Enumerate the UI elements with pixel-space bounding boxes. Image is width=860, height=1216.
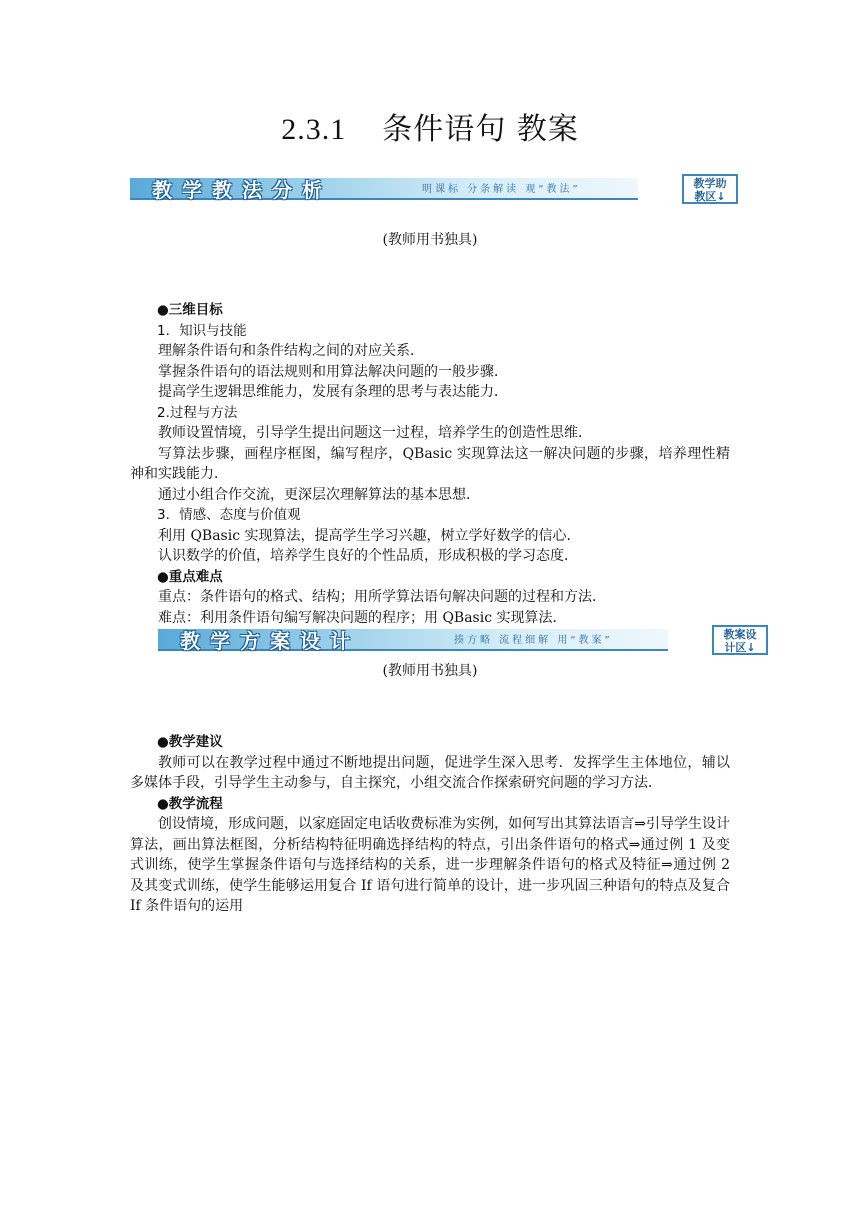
teacher-note: (教师用书独具) (382, 232, 478, 248)
banner-box-line1: 教学助 (693, 177, 727, 190)
banner-box (682, 174, 738, 204)
section-heading: ●三维目标 (157, 302, 223, 318)
section-heading: ●重点难点 (157, 568, 223, 585)
paragraph: 利用 QBasic 实现算法，提高学生学习兴趣，树立学好数学的信心． (158, 527, 581, 544)
paragraph: 难点：利用条件语句编写解决问题的程序；用 QBasic 实现算法． (158, 609, 567, 626)
section-number: 2.3.1 (281, 113, 347, 146)
objectives-section (130, 300, 730, 628)
down-arrow-icon: ↓ (716, 190, 726, 203)
banner-lesson-design (158, 625, 768, 655)
paragraph: 通过小组合作交流，更深层次理解算法的基本思想． (158, 486, 480, 503)
paragraph: 教师可以在教学过程中通过不断地提出问题，促进学生深入思考．发挥学生主体地位，辅以多媒体手段，引导学生主动参与，自主探究，小组交流合作探索研究问题的学习方法． (130, 754, 730, 791)
subheading: 1．知识与技能 (157, 322, 247, 339)
paragraph: 掌握条件语句的语法规则和用算法解决问题的一般步骤． (158, 363, 508, 380)
banner-subtitle: 揍方略 流程细解 用“教案” (454, 635, 613, 646)
banner-box-line2: 教区↓ (694, 190, 726, 203)
down-arrow-icon: ↓ (746, 641, 756, 654)
paragraph: 理解条件语句和条件结构之间的对应关系． (158, 343, 424, 359)
paragraph: 写算法步骤，画程序框图，编写程序，QBasic 实现算法这一解决问题的步骤，培养理性精神和实践能力． (130, 445, 730, 482)
banner-heading: 教学方案设计 (180, 629, 360, 653)
banner-box-line2: 计区↓ (724, 641, 756, 654)
banner-teaching-analysis (130, 174, 738, 204)
paragraph: 创设情境，形成问题，以家庭固定电话收费标准为实例，如何写出其算法语言⇒引导学生设计算法，画出算法框图，分析结构特征明确选择结构的特点，引出条件语句的格式⇒通过例 1 及变式训练，使学生掌握条件语句与选择结构的关系，进一步理解条件语句的格式及特征⇒通过例 2 及其变式训练，使学生能够运用复合 If 语句进行简单的设计，进一步巩固三种语句的特点及复合 If 条件语句的运用 (130, 816, 730, 914)
paragraph: 提高学生逻辑思维能力，发展有条理的思考与表达能力． (158, 384, 508, 400)
teacher-note: (教师用书独具) (382, 663, 478, 679)
teaching-section (130, 732, 730, 917)
section-heading: ●教学流程 (157, 795, 223, 812)
title-text: 条件语句 教案 (382, 112, 579, 147)
paragraph: 重点：条件语句的格式、结构；用所学算法语句解决问题的过程和方法． (158, 589, 606, 605)
banner-subtitle: 明课标 分条解读 观“教法” (422, 184, 581, 195)
subheading: 3．情感、态度与价值观 (157, 507, 301, 523)
banner-box (712, 625, 768, 655)
section-heading: ●教学建议 (157, 734, 223, 750)
subheading: 2.过程与方法 (157, 404, 238, 421)
page-title (0, 104, 860, 148)
banner-box-line1: 教案设 (723, 628, 757, 641)
banner-heading: 教学教法分析 (152, 178, 332, 202)
paragraph: 认识数学的价值，培养学生良好的个性品质，形成积极的学习态度． (158, 548, 578, 564)
paragraph: 教师设置情境，引导学生提出问题这一过程，培养学生的创造性思维． (158, 425, 592, 441)
